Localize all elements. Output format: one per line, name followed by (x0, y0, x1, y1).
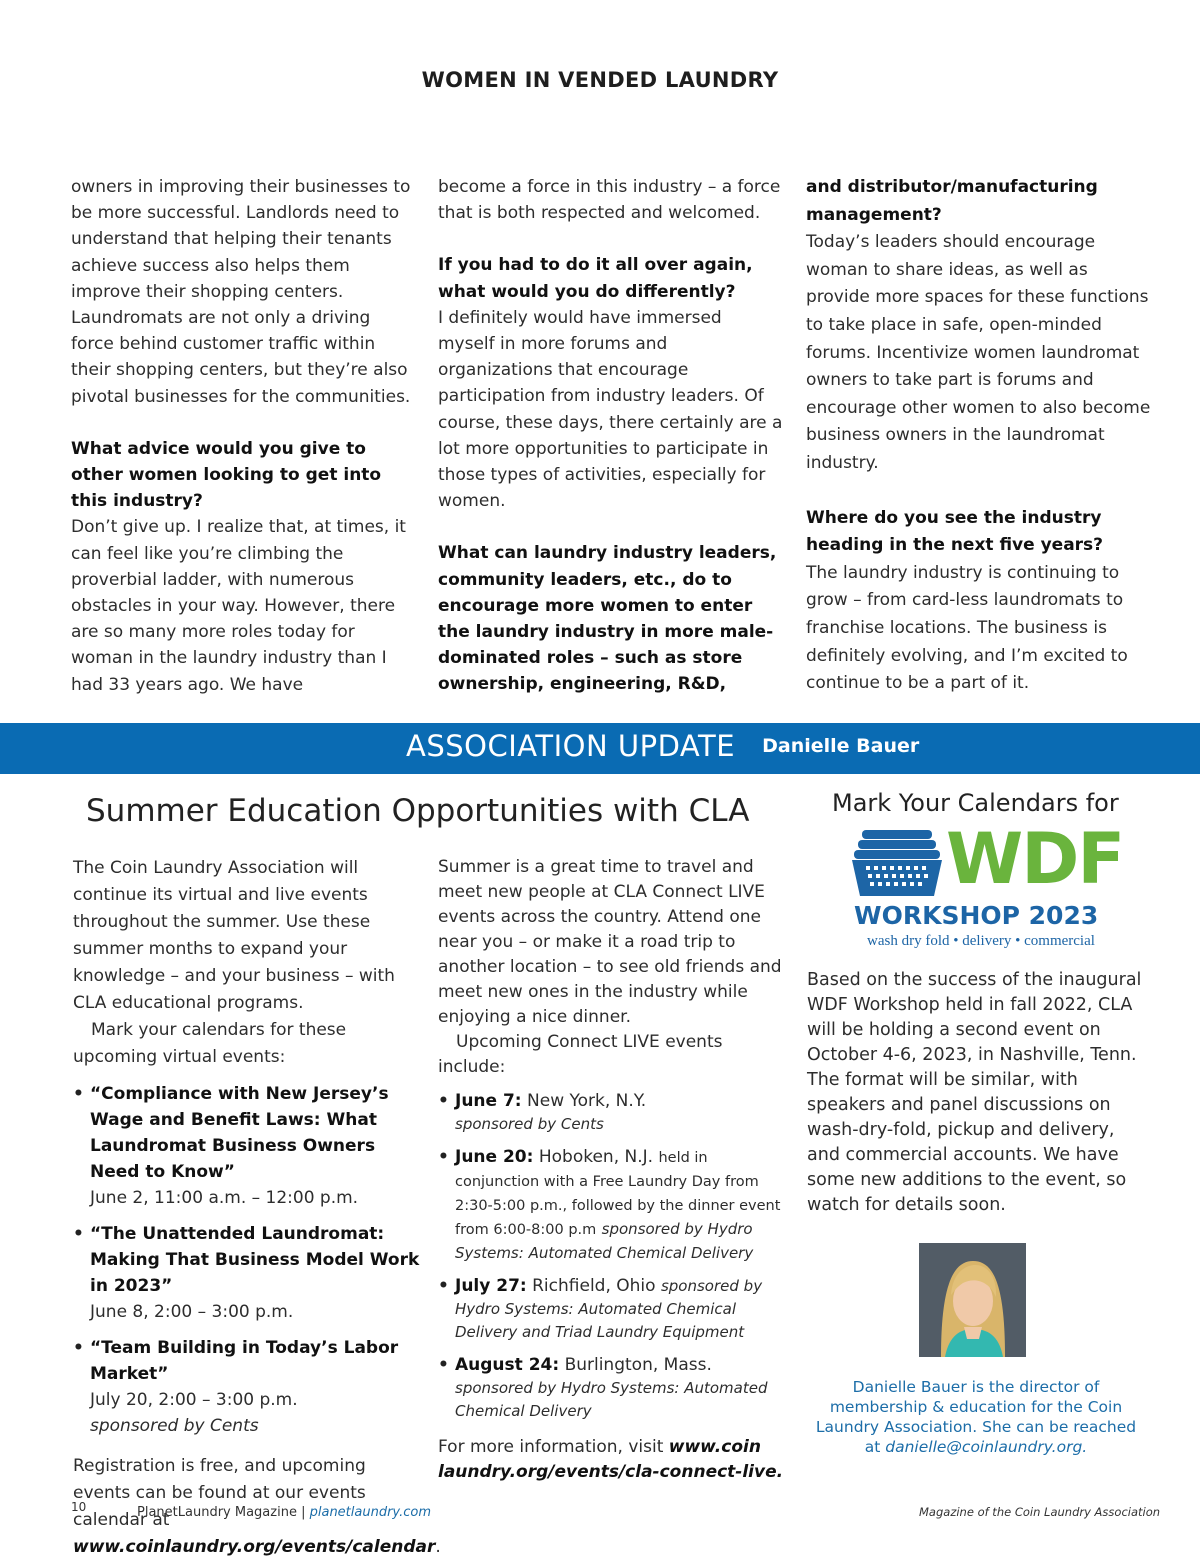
footer-url-link[interactable]: planetlaundry.com (309, 1505, 432, 1520)
connect-live-events-list (438, 1090, 788, 1423)
cla-connect-live-link[interactable]: www.coin laundry.org/events/cla-connect-live. (438, 1437, 784, 1482)
banner-title: ASSOCIATION UPDATE (406, 729, 736, 763)
event-title: • “Team Building in Today’s Labor Market” (90, 1338, 399, 1384)
list-item (73, 1335, 423, 1439)
event-note: held in conjunction with a Free Laundry Day from 2:30-5:00 p.m., followed by the dinner event from 6:00-8:00 p.m (455, 1150, 781, 1238)
event-date: June 2, 11:00 a.m. – 12:00 p.m. (90, 1188, 359, 1208)
event-sponsor: sponsored by Cents (455, 1115, 604, 1133)
footer-separator: | (301, 1505, 306, 1520)
answer: Today’s leaders should encourage woman to share ideas, as well as provide more spaces for these functions to take place in safe, open-minded forums. Incentivize women laundromat owners to take part is forums and encourage other women to also become business owners in the laundromat industry. (806, 232, 1151, 473)
logo-workshop-year: WORKSHOP 2023 (854, 901, 1099, 930)
question: and distributor/manufacturing management? (806, 177, 1098, 225)
paragraph: become a force in this industry – a force that is both respected and welcomed. (438, 177, 781, 224)
association-update-banner (0, 723, 1200, 774)
paragraph: The Coin Laundry Association will continue its virtual and live events throughout the summer. Use these summer months to expand your knowledge – and your business – with CLA educational programs. (73, 858, 395, 1013)
event-date: July 27: (455, 1276, 527, 1296)
events-calendar-link[interactable]: www.coinlaundry.org/events/calendar (73, 1537, 436, 1557)
footer-tagline: Magazine of the Coin Laundry Association (919, 1505, 1161, 1519)
author-bio (810, 1377, 1142, 1457)
event-date: June 20: (455, 1147, 534, 1167)
event-title: • “The Unattended Laundromat: Making That Business Model Work in 2023” (90, 1224, 420, 1296)
bio-text: Danielle Bauer is the director of membership & education for the Coin Laundry Association. She can be reached at (815, 1378, 1137, 1456)
sidebar-body: Based on the success of the inaugural WDF Workshop held in fall 2022, CLA will be holding a second event on October 4-6, 2023, in Nashville, Tenn. The format will be similar, with speakers and panel discussions on wash-dry-fold, pickup and delivery, and commercial accounts. We have some new additions to the event, so watch for details soon. (807, 970, 1142, 1215)
page-number: 10 (71, 1500, 87, 1514)
author-portrait-image (919, 1243, 1026, 1357)
virtual-events-list (73, 1081, 423, 1439)
question: Where do you see the industry heading in the next five years? (806, 507, 1104, 556)
article-headline: Summer Education Opportunities with CLA (86, 793, 750, 829)
closing-text: For more information, visit (438, 1437, 664, 1457)
paragraph: Upcoming Connect LIVE events include: (438, 1032, 723, 1077)
list-item (438, 1090, 788, 1136)
paragraph: Mark your calendars for these upcoming virtual events: (73, 1020, 347, 1067)
sidebar-heading: Mark Your Calendars for (832, 789, 1119, 817)
event-sponsor: sponsored by Cents (90, 1416, 259, 1436)
list-item (438, 1354, 788, 1423)
question: If you had to do it all over again, what would you do differently? (438, 255, 753, 302)
section-title: WOMEN IN VENDED LAUNDRY (421, 68, 779, 92)
question: What can laundry industry leaders, community leaders, etc., do to encourage more women to enter the laundry industry in more male-dominated roles – such as store ownership, engineering, R&D, (438, 543, 777, 695)
event-place: Richfield, Ohio (532, 1276, 656, 1296)
interview-column-2 (438, 174, 783, 698)
closing-period: . (435, 1537, 441, 1557)
event-place: New York, N.Y. (527, 1091, 647, 1111)
paragraph: Summer is a great time to travel and meet new people at CLA Connect LIVE events across the country. Attend one near you – or make it a road trip to another location – to see old friends and meet new ones in the industry while enjoying a nice dinner. (438, 857, 782, 1027)
list-item (73, 1221, 423, 1325)
footer-magazine (137, 1505, 431, 1520)
article-column-middle (438, 855, 788, 1485)
event-sponsor: sponsored by Hydro Systems: Automated Chemical Delivery and Triad Laundry Equipment (455, 1277, 763, 1341)
laundry-basket-icon (850, 828, 950, 900)
event-date: June 8, 2:00 – 3:00 p.m. (90, 1302, 294, 1322)
logo-wordmark: WDF (946, 818, 1124, 900)
event-sponsor: sponsored by Hydro Systems: Automated Chemical Delivery (455, 1379, 768, 1420)
article-column-left (73, 855, 441, 1561)
answer: The laundry industry is continuing to grow – from card-less laundromats to franchise locations. The business is definitely evolving, and I’m excited to continue to be a part of it. (806, 562, 1128, 694)
banner-author: Danielle Bauer (762, 735, 920, 757)
question: What advice would you give to other women looking to get into this industry? (71, 438, 382, 512)
event-date: June 7: (455, 1091, 522, 1111)
author-photo (919, 1243, 1026, 1357)
paragraph (438, 1435, 788, 1485)
wdf-workshop-logo (850, 818, 1124, 958)
answer: I definitely would have immersed myself in more forums and organizations that encourage participation from industry leaders. Of course, these days, there certainly are a lot more opportunities to participate in those types of activities, especially for women. (438, 307, 783, 512)
event-date: August 24: (455, 1355, 560, 1375)
list-item (438, 1146, 788, 1265)
event-place: Burlington, Mass. (564, 1355, 712, 1375)
author-email-link[interactable]: danielle@coinlaundry.org. (885, 1438, 1088, 1456)
interview-column-3 (806, 174, 1151, 698)
closing-text: Registration is free, and upcoming events can be found at our events calendar at (73, 1456, 366, 1530)
event-date: July 20, 2:00 – 3:00 p.m. (90, 1390, 298, 1410)
list-item (438, 1275, 788, 1344)
event-sponsor: sponsored by Hydro Systems: Automated Chemical Delivery (455, 1220, 754, 1262)
list-item (73, 1081, 423, 1211)
magazine-name: PlanetLaundry Magazine (137, 1505, 297, 1520)
event-place: Hoboken, N.J. (538, 1147, 654, 1167)
interview-column-1 (71, 174, 416, 698)
event-title: • “Compliance with New Jersey’s Wage and Benefit Laws: What Laundromat Business Owners Need to Know” (90, 1084, 389, 1182)
paragraph: owners in improving their businesses to be more successful. Landlords need to understand that helping their tenants achieve success also helps them improve their shopping centers. Laundromats are not only a driving force behind customer traffic within their shopping centers, but they’re also pivotal businesses for the communities. (71, 177, 411, 407)
answer: Don’t give up. I realize that, at times, it can feel like you’re climbing the proverbial ladder, with numerous obstacles in your way. However, there are so many more roles today for woman in the laundry industry than I had 33 years ago. We have (71, 517, 406, 695)
logo-tagline: wash dry fold • delivery • commercial (867, 933, 1095, 949)
